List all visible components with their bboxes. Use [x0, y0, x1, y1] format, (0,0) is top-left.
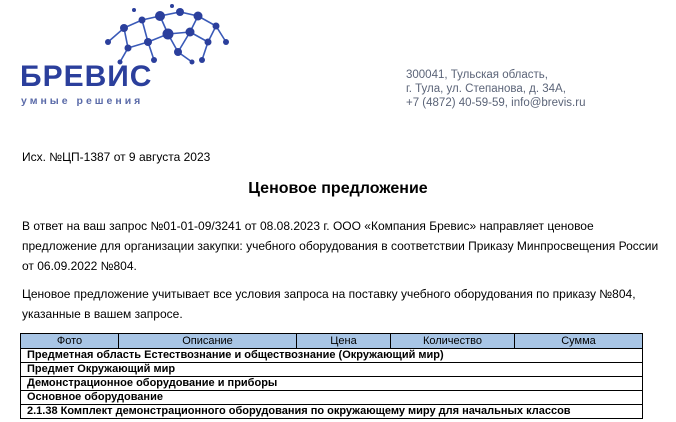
column-header-description: Описание	[119, 334, 297, 349]
table-row	[21, 377, 643, 391]
section-subject-area: Предметная область Естествознание и обществознание (Окружающий мир)	[21, 349, 643, 363]
address-line: г. Тула, ул. Степанова, д. 34А,	[406, 83, 566, 95]
outgoing-reference: Исх. №ЦП-1387 от 9 августа 2023	[22, 150, 211, 164]
section-demo-equipment: Демонстрационное оборудование и приборы	[21, 377, 643, 391]
price-offer-table	[20, 333, 643, 419]
table-row	[21, 391, 643, 405]
section-main-equipment: Основное оборудование	[21, 391, 643, 405]
conditions-paragraph: Ценовое предложение учитывает все условия запроса на поставку учебного оборудования по приказу №804, указанные в вашем запросе.	[22, 287, 636, 321]
table-header-row	[21, 334, 643, 349]
address-line: 300041, Тульская область,	[406, 69, 548, 81]
column-header-quantity: Количество	[391, 334, 515, 349]
section-subject: Предмет Окружающий мир	[21, 363, 643, 377]
company-address	[406, 68, 585, 110]
intro-paragraph: В ответ на ваш запрос №01-01-09/3241 от 08.08.2023 г. ООО «Компания Бревис» направляет ценовое предложение для организации закупки: учебного оборудования в соответствии Приказу Минпросвещения России от 06.09.2022 №804.	[22, 219, 659, 273]
address-contacts: +7 (4872) 40-59-59, info@brevis.ru	[406, 97, 586, 109]
item-2-1-38: 2.1.38 Комплект демонстрационного оборудования по окружающему миру для начальных классов	[21, 405, 643, 419]
brand-name: БРЕВИС	[20, 60, 153, 93]
document-title: Ценовое предложение	[248, 180, 428, 197]
table-row	[21, 349, 643, 363]
column-header-sum: Сумма	[515, 334, 643, 349]
column-header-photo: Фото	[21, 334, 119, 349]
table-row	[21, 363, 643, 377]
table-row	[21, 405, 643, 419]
column-header-price: Цена	[297, 334, 391, 349]
brand-tagline: умные решения	[21, 95, 144, 107]
